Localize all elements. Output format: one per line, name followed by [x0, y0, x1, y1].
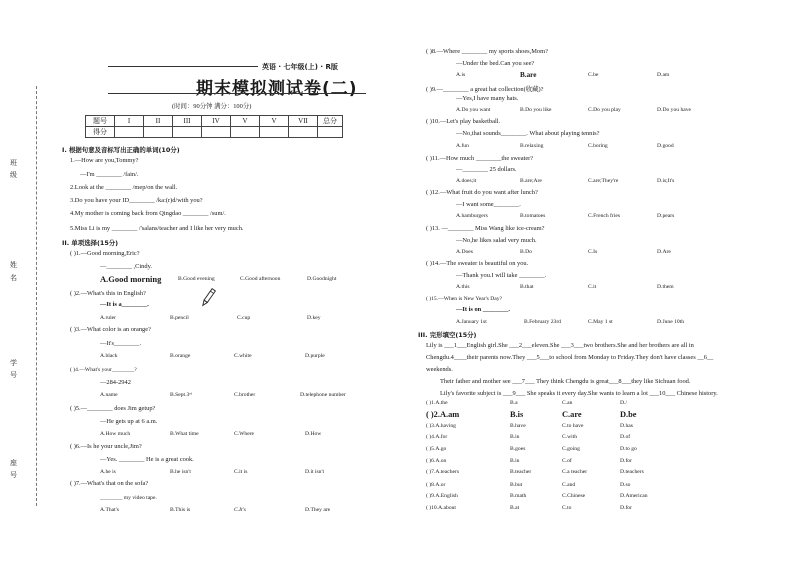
cloze-question-8: ( )8.A.or [426, 482, 446, 488]
s2-question-1-dialog: —________ ,Cindy. [100, 263, 152, 270]
passage-line-1: Lily is ___1___English girl.She ___2___eleven.She ___3___two brothers.She and her brothers are all in [426, 342, 694, 349]
cloze-question-1: ( )1.A.the [426, 400, 448, 406]
cloze-option: C.and [562, 482, 576, 488]
cloze-option: B.teacher [510, 469, 532, 475]
score-input-cell[interactable] [318, 127, 343, 138]
s2-question-12: ( )12.—What fruit do you want after lunch? [426, 189, 538, 196]
side-label-class: 班 [10, 159, 17, 167]
s2-q13-option-a: A.Does [456, 249, 473, 255]
s1-question-3: 3.Do you have your ID________ /ka:(r)d/with you? [70, 197, 203, 204]
score-cell: 总分 [318, 116, 343, 127]
s2-q6-option-d: D.it isn't [305, 469, 325, 475]
score-input-cell[interactable] [173, 127, 202, 138]
s2-q10-option-b: B.relaxing [520, 143, 544, 149]
s2-q8-option-c: C.be [588, 72, 599, 78]
s2-q10-option-c: C.boring [588, 143, 608, 149]
s2-question-2-dialog: —It is a________. [100, 301, 149, 308]
cloze-option: C.of [562, 458, 572, 464]
cloze-question-3: ( )3.A.having [426, 423, 456, 429]
s2-q14-option-c: C.it [588, 284, 597, 290]
cloze-option: C.going [562, 446, 580, 452]
s2-question-15-dialog: —It is on ________. [456, 306, 510, 313]
s2-q12-option-c: C.French fries [588, 213, 621, 219]
cloze-question-4: ( )4.A.for [426, 434, 448, 440]
passage-line-3: weekends. [426, 366, 453, 373]
binding-dashed-line [36, 86, 37, 506]
s2-q13-option-c: C.Is [588, 249, 598, 255]
cloze-option: D.of [620, 434, 631, 440]
side-label-name-2: 名 [10, 274, 17, 282]
cloze-option: D.for [620, 458, 632, 464]
s2-q11-option-d: D.is;It's [657, 178, 675, 184]
s2-q1-option-d: D.Goodnight [307, 276, 337, 282]
cloze-option: D.American [620, 493, 648, 499]
s2-q2-option-b: B.pencil [170, 315, 189, 321]
s2-q7-option-b: B.This is [170, 507, 191, 513]
cloze-question-7: ( )7.A.teachers [426, 469, 460, 475]
cloze-option: B.math [510, 493, 527, 499]
side-label-seat-2: 号 [10, 471, 17, 479]
cloze-question-6: ( )6.A.on [426, 458, 447, 464]
s2-q9-option-c: C.Do you play [588, 107, 621, 113]
score-cell: IV [202, 116, 231, 127]
score-input-cell[interactable] [260, 127, 289, 138]
cloze-option: B.have [510, 423, 526, 429]
passage-line-5: Lily's favorite subject is ___9___ She speaks it every day.She wants to learn a lot ___10___ Chinese history. [440, 390, 718, 397]
score-input-cell[interactable] [289, 127, 318, 138]
s1-question-2: 2.Look at the ________ /mep/on the wall. [70, 184, 178, 191]
s2-q13-option-d: D.Are [657, 249, 671, 255]
s2-q11-option-a: A.does;it [456, 178, 477, 184]
score-cell: 得分 [86, 127, 115, 138]
s2-q15-option-a: A.January 1st [456, 319, 487, 325]
side-label-seat: 座 [10, 459, 17, 467]
s2-q9-option-b: B.Do you like [520, 107, 552, 113]
cloze-option: D.teachers [620, 469, 644, 475]
s2-question-10-dialog: —No,that sounds________. What about playing tennis? [456, 130, 600, 137]
s2-q1-option-c: C.Good afternoon [240, 276, 281, 282]
score-input-cell[interactable] [115, 127, 144, 138]
time-score-info: (时间：90分钟 满分：100分) [172, 103, 252, 110]
cloze-option: D./ [620, 400, 627, 406]
s2-question-13: ( )13. —________ Miss Wang like ice-cream? [426, 225, 545, 232]
s2-question-5: ( )5.—________ does Jim getup? [70, 405, 156, 412]
s2-question-6: ( )6.—Is he your uncle,Jim? [70, 443, 142, 450]
s2-q4-option-c: C.brother [234, 392, 256, 398]
s2-q10-option-d: D.good [657, 143, 674, 149]
s2-q8-option-d: D.am [657, 72, 670, 78]
side-label-student-id: 学 [10, 359, 17, 367]
passage-line-2: Chengdu.4____their parents now.They ___5___to school from Monday to Friday.They don't have classes __6__ [426, 354, 714, 361]
cloze-option: C.to have [562, 423, 584, 429]
s2-q9-option-d: D.Do you have [657, 107, 692, 113]
cloze-option: D.has [620, 423, 633, 429]
s2-q6-option-a: A.he is [100, 469, 116, 475]
score-table [85, 115, 343, 138]
cloze-option: B.at [510, 505, 520, 511]
s2-q11-option-c: C.are;They're [588, 178, 619, 184]
s1-question-4: 4.My mother is coming back from Qingdao ________ /sum/. [70, 210, 226, 217]
s2-q11-option-b: B.are;Are [520, 178, 542, 184]
cloze-option: B.is [510, 410, 524, 419]
cloze-option: B.goes [510, 446, 526, 452]
s2-q4-option-b: B.Sept.3ʳᵈ [170, 392, 193, 398]
score-table-header-row [86, 116, 343, 127]
s2-q12-option-a: A.hamburgers [456, 213, 488, 219]
s1-question-1-answer: —I'm ________ /fain/. [80, 171, 139, 178]
s2-question-2: ( )2.—What's this in English? [70, 290, 146, 297]
passage-line-4: Their father and mother see ___7___ They think Chengdu is great___8___they like Sichuan food. [440, 378, 691, 385]
s2-q14-option-b: B.that [520, 284, 534, 290]
score-cell: III [173, 116, 202, 127]
score-cell: I [115, 116, 144, 127]
side-label-name: 姓 [10, 261, 17, 269]
s2-q3-option-c: C.white [234, 353, 252, 359]
s2-q4-option-a: A.name [100, 392, 118, 398]
cloze-option: D.be [620, 410, 637, 419]
cloze-option: B.but [510, 482, 523, 488]
score-cell: VII [289, 116, 318, 127]
cloze-option: D.so [620, 482, 631, 488]
header-rule-left [108, 66, 258, 67]
score-cell: V [231, 116, 260, 127]
s2-question-7-dialog: ________ my video tape. [100, 495, 157, 501]
s2-q6-option-b: B.he isn't [170, 469, 191, 475]
s2-q1-option-a: A.Good morning [100, 274, 162, 284]
cloze-option: C.a teacher [562, 469, 588, 475]
cloze-option: D.for [620, 505, 632, 511]
s2-q3-option-a: A.black [100, 353, 118, 359]
s2-q7-option-c: C.It's [234, 507, 246, 513]
s2-question-4: ( )4.—What's your________? [70, 367, 137, 373]
page-title: 期末模拟测试卷(二) [196, 79, 358, 99]
s2-q15-option-d: D.June 10th [657, 319, 685, 325]
cloze-option: C.with [562, 434, 578, 440]
s2-question-8: ( )8.—Where ________ my sports shoes,Mom? [426, 48, 548, 55]
s1-question-1: 1.—How are you,Tommy? [70, 157, 139, 164]
cloze-option: B.a [510, 400, 518, 406]
cloze-option: C.an [562, 400, 573, 406]
cloze-question-5: ( )5.A.go [426, 446, 447, 452]
s2-question-6-dialog: —Yes. ________ He is a great cook. [100, 456, 194, 463]
s2-q7-option-a: A.That's [100, 507, 119, 513]
s2-question-4-dialog: —284-2942 [100, 379, 131, 386]
s2-q5-option-b: B.What time [170, 431, 199, 437]
score-input-cell[interactable] [144, 127, 173, 138]
score-cell: II [144, 116, 173, 127]
s2-q5-option-c: C.Where [234, 431, 255, 437]
s2-question-9-dialog: —Yes,I have many hats. [456, 95, 519, 102]
s2-q10-option-a: A.fun [456, 143, 469, 149]
s2-question-5-dialog: —He gets up at 6 a.m. [100, 418, 158, 425]
cloze-question-9: ( )9.A.English [426, 493, 458, 499]
s2-question-1: ( )1.—Good morning,Eric? [70, 250, 140, 257]
cloze-option: B.in [510, 458, 520, 464]
s2-question-14: ( )14.—The sweater is beautiful on you. [426, 260, 529, 267]
side-label-class-2: 级 [10, 171, 17, 179]
s2-question-3: ( )3.—What color is an orange? [70, 326, 151, 333]
s2-q7-option-d: D.They are [305, 507, 331, 513]
cloze-question-10: ( )10.A.about [426, 505, 456, 511]
s2-question-7: ( )7.—What's that on the sofa? [70, 480, 149, 487]
s2-q12-option-d: D.pears [657, 213, 675, 219]
s2-q4-option-d: D.telephone number [300, 392, 346, 398]
s2-q5-option-a: A.How much [100, 431, 131, 437]
cloze-option: C.are [562, 410, 582, 419]
s2-q3-option-b: B.orange [170, 353, 191, 359]
cloze-option: C.Chinese [562, 493, 586, 499]
s2-q2-option-a: A.ruler [100, 315, 116, 321]
s2-q13-option-b: B.Do [520, 249, 532, 255]
s2-q9-option-a: A.Do you want [456, 107, 491, 113]
s2-q3-option-d: D.purple [305, 353, 325, 359]
header-rule-bottom [108, 93, 366, 94]
s2-q8-option-b: B.are [520, 71, 537, 79]
s2-question-11: ( )11.—How much ________the sweater? [426, 155, 534, 162]
s2-q2-option-c: C.cup [237, 315, 251, 321]
s2-q1-option-b: B.Good evening [178, 276, 215, 282]
section-3-heading: III. 完形填空(15分) [418, 331, 477, 339]
cloze-option: D.to go [620, 446, 637, 452]
series-label: 英语 · 七年级(上) · R版 [262, 63, 338, 71]
s2-question-9: ( )9.—________ a great hat collection(收藏)? [426, 86, 544, 93]
score-cell: V [260, 116, 289, 127]
s2-question-10: ( )10.—Let's play basketball. [426, 118, 501, 125]
s2-question-8-dialog: —Under the bed.Can you see? [456, 60, 535, 67]
s2-question-11-dialog: —________ 25 dollars. [456, 166, 517, 173]
s2-q5-option-d: D.How [305, 431, 322, 437]
s2-q2-option-d: D.key [307, 315, 321, 321]
score-input-cell[interactable] [202, 127, 231, 138]
section-1-heading: I. 根据句意及音标写出正确的单词(10分) [62, 146, 180, 154]
s2-question-15: ( )15.—When is New Year's Day? [426, 296, 503, 302]
s2-q8-option-a: A.is [456, 72, 466, 78]
section-2-heading: II. 单项选择(15分) [62, 239, 119, 247]
cloze-option: B.in [510, 434, 520, 440]
cloze-option: C.to [562, 505, 572, 511]
cloze-question-2: ( )2.A.am [426, 410, 460, 419]
s2-question-13-dialog: —No,he likes salad very much. [456, 237, 537, 244]
s2-question-12-dialog: —I want some________. [456, 201, 521, 208]
score-table-score-row [86, 127, 343, 138]
side-label-student-id-2: 号 [10, 371, 17, 379]
s2-question-14-dialog: —Thank you.I will take ________. [456, 272, 547, 279]
s2-q15-option-b: B.February 23rd [524, 319, 561, 325]
s2-question-3-dialog: —It's________. [100, 340, 142, 347]
score-cell: 题号 [86, 116, 115, 127]
s2-q12-option-b: B.tomatoes [520, 213, 546, 219]
s2-q14-option-a: A.this [456, 284, 470, 290]
s2-q14-option-d: D.them [657, 284, 674, 290]
pencil-icon [200, 288, 216, 308]
score-input-cell[interactable] [231, 127, 260, 138]
s1-question-5: 5.Miss Li is my ________ /'salans/teacher and I like her very much. [70, 225, 244, 232]
s2-q15-option-c: C.May 1 st [588, 319, 613, 325]
s2-q6-option-c: C.it is [234, 469, 248, 475]
